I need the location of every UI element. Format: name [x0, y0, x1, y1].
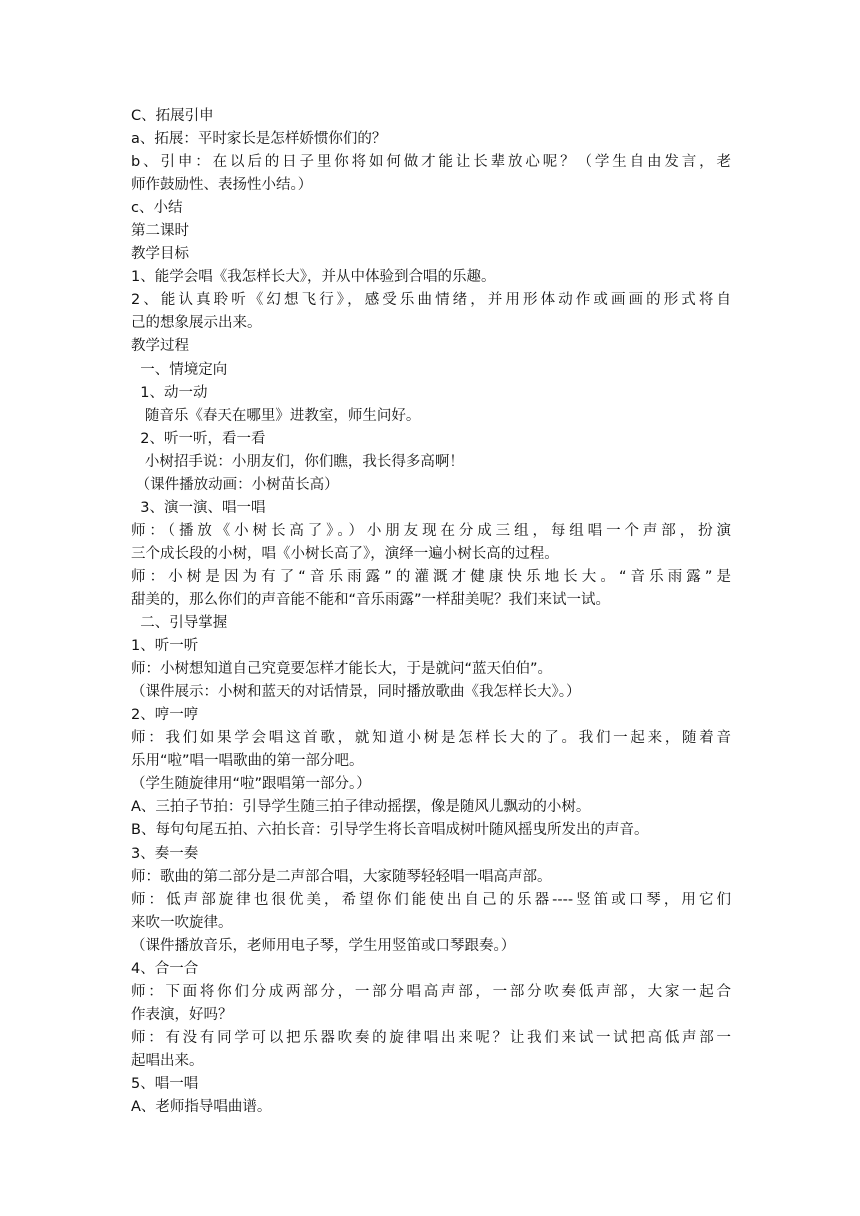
text-line: C、拓展引申: [131, 108, 214, 124]
text-line: 起唱出来。: [131, 1052, 204, 1069]
text-line: a、拓展：平时家长是怎样娇惯你们的？: [131, 131, 387, 148]
text-line: 3、奏一奏: [131, 845, 199, 862]
text-line: 第二课时: [131, 223, 189, 240]
text-line: 1、能学会唱《我怎样长大》，并从中体验到合唱的乐趣。: [131, 269, 496, 286]
text-line: 教学过程: [131, 338, 189, 355]
text-line: 1、动一动: [131, 384, 208, 401]
text-line: 2、能认真聆听《幻想飞行》，感受乐曲情绪，并用形体动作或画画的形式将自: [131, 292, 731, 309]
text-line: 一、情境定向: [131, 361, 228, 378]
text-line: 师作鼓励性、表扬性小结。）: [131, 177, 313, 194]
text-line: 二、引导掌握: [131, 615, 228, 632]
text-line: 2、哼一哼: [131, 707, 199, 724]
text-line: 师：小树想知道自己究竟要怎样才能长大，于是就问“蓝天伯伯”。: [131, 661, 553, 678]
text-line: 师：有没有同学可以把乐器吹奏的旋律唱出来呢？让我们来试一试把高低声部一: [131, 1029, 731, 1046]
document-body: [131, 105, 731, 1119]
text-line: （课件展示：小树和蓝天的对话情景，同时播放歌曲《我怎样长大》。）: [131, 684, 581, 701]
text-line: （课件播放音乐，老师用电子琴，学生用竖笛或口琴跟奏。）: [131, 937, 516, 954]
text-line: c、小结: [131, 200, 183, 217]
text-line: b、引申：在以后的日子里你将如何做才能让长辈放心呢？（学生自由发言，老: [131, 154, 731, 171]
text-line: 师：下面将你们分成两部分，一部分唱高声部，一部分吹奏低声部，大家一起合: [131, 983, 731, 1000]
text-line: 来吹一吹旋律。: [131, 914, 233, 931]
text-line: 随音乐《春天在哪里》进教室，师生问好。: [131, 407, 421, 424]
text-line: 1、听一听: [131, 638, 199, 655]
text-line: 作表演，好吗？: [131, 1006, 233, 1023]
text-line: （课件播放动画：小树苗长高）: [131, 476, 339, 493]
text-line: 3、演一演、唱一唱: [131, 499, 266, 516]
text-line: B、每句句尾五拍、六拍长音：引导学生将长音唱成树叶随风摇曳所发出的声音。: [131, 822, 649, 839]
text-line: 2、听一听，看一看: [131, 430, 266, 447]
text-line: 4、合一合: [131, 960, 199, 977]
text-line: 教学目标: [131, 246, 189, 263]
text-line: 三个成长段的小树，唱《小树长高了》，演绎一遍小树长高的过程。: [131, 545, 559, 562]
text-line: A、三拍子节拍：引导学生随三拍子律动摇摆，像是随风儿飘动的小树。: [131, 799, 591, 816]
text-line: 师：歌曲的第二部分是二声部合唱，大家随琴轻轻唱一唱高声部。: [131, 868, 552, 885]
text-line: （学生随旋律用“啦”跟唱第一部分。）: [131, 776, 371, 793]
text-line: 小树招手说：小朋友们，你们瞧，我长得多高啊！: [131, 453, 464, 470]
text-line: 5、唱一唱: [131, 1075, 199, 1092]
text-line: 乐用“啦”唱一唱歌曲的第一部分吧。: [131, 753, 364, 770]
text-line: 师：我们如果学会唱这首歌，就知道小树是怎样长大的了。我们一起来，随着音: [131, 730, 731, 747]
text-line: 师：小树是因为有了“音乐雨露”的灌溉才健康快乐地长大。“音乐雨露”是: [131, 568, 731, 585]
text-line: A、老师指导唱曲谱。: [131, 1099, 272, 1116]
text-line: 师：（播放《小树长高了》。）小朋友现在分成三组，每组唱一个声部，扮演: [131, 522, 731, 539]
text-line: 己的想象展示出来。: [131, 315, 262, 332]
text-line: 甜美的，那么你们的声音能不能和“音乐雨露”一样甜美呢？我们来试一试。: [131, 591, 611, 608]
text-line: 师：低声部旋律也很优美，希望你们能使出自己的乐器----竖笛或口琴，用它们: [131, 891, 731, 908]
